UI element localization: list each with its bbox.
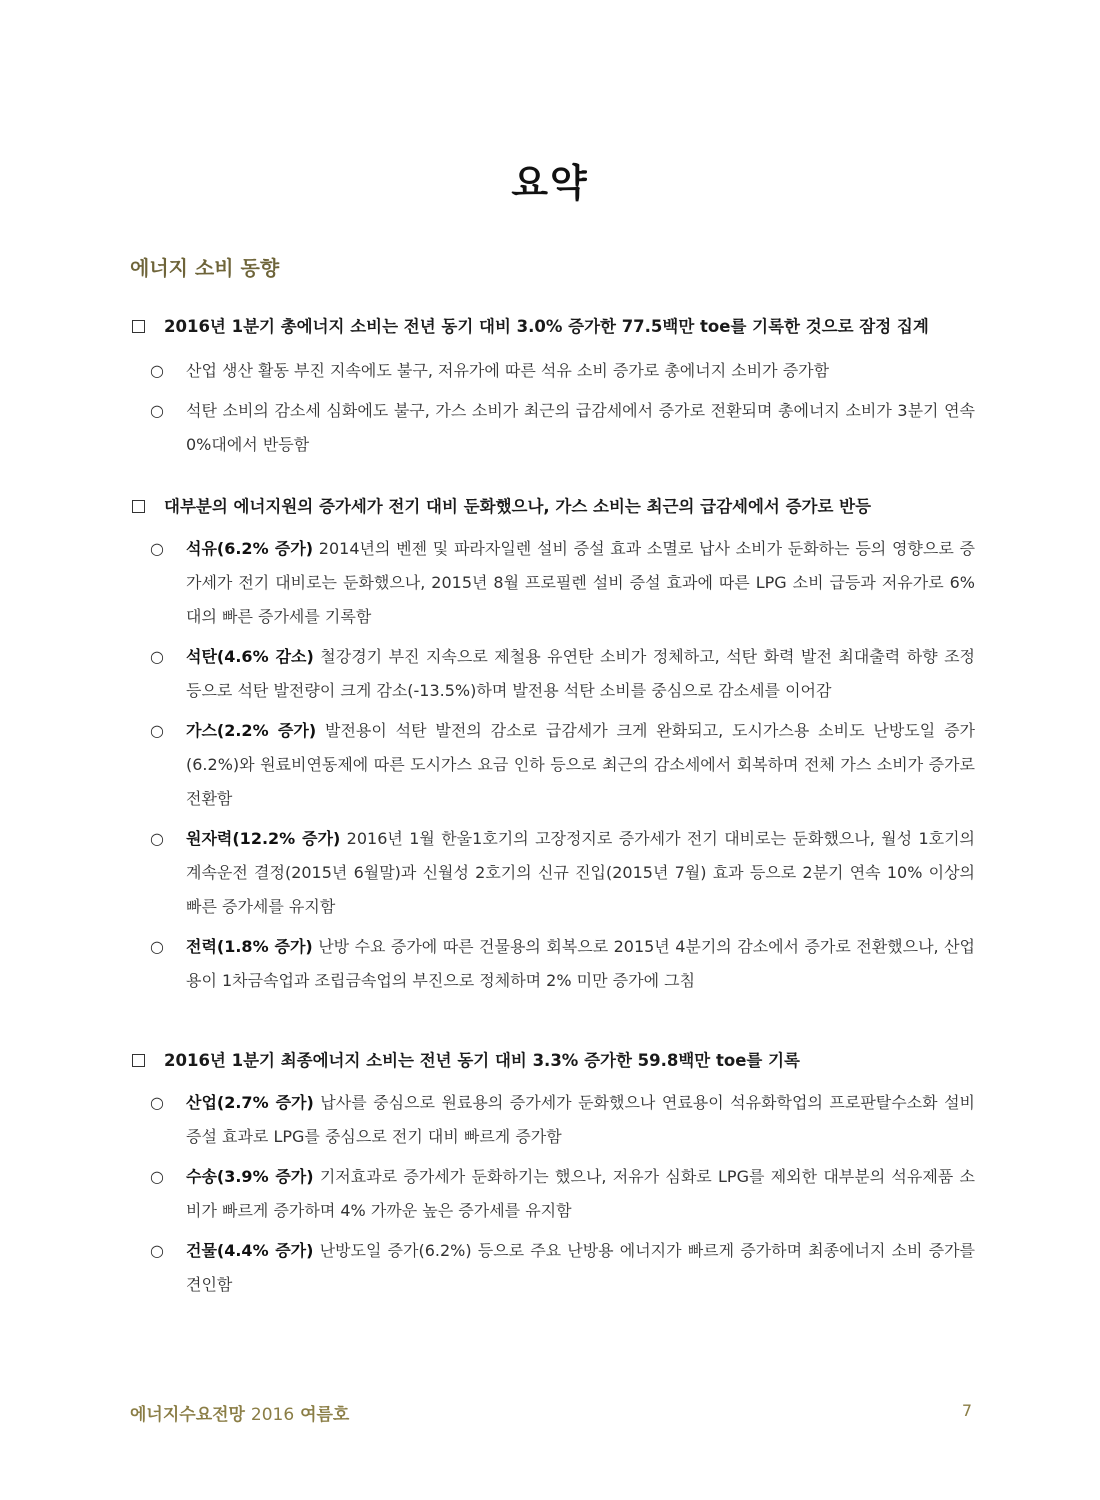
list-item: ○ 산업 생산 활동 부진 지속에도 불구, 저유가에 따른 석유 소비 증가로 총에너지 소비가 증가함 — [130, 354, 975, 388]
summary-group-final-energy — [130, 1048, 975, 1302]
list-item-coal: ○ 석탄(4.6% 감소) 철강경기 부진 지속으로 제철용 유연탄 소비가 정체하고, 석탄 화력 발전 최대출력 하향 조정 등으로 석탄 발전량이 크게 감소(-13.5%)하며 발전용 석탄 소비를 중심으로 감소세를 이어감 — [130, 640, 975, 708]
summary-group-total-energy — [130, 314, 975, 462]
page-number: 7 — [961, 1401, 972, 1420]
circle-bullet-icon: ○ — [150, 937, 164, 956]
checkbox-square-icon — [132, 320, 145, 333]
circle-bullet-icon: ○ — [150, 539, 164, 558]
circle-bullet-icon: ○ — [150, 1093, 164, 1112]
list-item-gas: ○ 가스(2.2% 증가) 발전용이 석탄 발전의 감소로 급감세가 크게 완화되고, 도시가스용 소비도 난방도일 증가(6.2%)와 원료비연동제에 따른 도시가스 요금 인하 등으로 최근의 감소세에서 회복하며 전체 가스 소비가 증가로 전환함 — [130, 714, 975, 816]
list-item-industry: ○ 산업(2.7% 증가) 납사를 중심으로 원료용의 증가세가 둔화했으나 연료용이 석유화학업의 프로판탈수소화 설비 증설 효과로 LPG를 중심으로 전기 대비 빠르게 증가함 — [130, 1086, 975, 1154]
list-item-oil: ○ 석유(6.2% 증가) 2014년의 벤젠 및 파라자일렌 설비 증설 효과 소멸로 납사 소비가 둔화하는 등의 영향으로 증가세가 전기 대비로는 둔화했으나, 2015년 8월 프로필렌 설비 증설 효과에 따른 LPG 소비 급등과 저유가로 6%대의 빠른 증가세를 기록함 — [130, 532, 975, 634]
checkbox-square-icon — [132, 1054, 145, 1067]
circle-bullet-icon: ○ — [150, 721, 164, 740]
circle-bullet-icon: ○ — [150, 361, 164, 380]
list-item-transport: ○ 수송(3.9% 증가) 기저효과로 증가세가 둔화하기는 했으나, 저유가 심화로 LPG를 제외한 대부분의 석유제품 소비가 빠르게 증가하며 4% 가까운 높은 증가세를 유지함 — [130, 1160, 975, 1228]
group-heading: 대부분의 에너지원의 증가세가 전기 대비 둔화했으나, 가스 소비는 최근의 급감세에서 증가로 반등 — [130, 494, 975, 520]
footer-publication: 에너지수요전망 2016 여름호 — [130, 1405, 350, 1425]
group-heading: 2016년 1분기 최종에너지 소비는 전년 동기 대비 3.3% 증가한 59.8백만 toe를 기록 — [130, 1048, 975, 1074]
page-title: 요약 — [511, 161, 589, 205]
checkbox-square-icon — [132, 500, 145, 513]
summary-group-energy-sources — [130, 494, 975, 998]
circle-bullet-icon: ○ — [150, 647, 164, 666]
section-heading: 에너지 소비 동향 — [130, 256, 280, 280]
list-item-nuclear: ○ 원자력(12.2% 증가) 2016년 1월 한울1호기의 고장정지로 증가세가 전기 대비로는 둔화했으나, 월성 1호기의 계속운전 결정(2015년 6월말)과 신월성 2호기의 신규 진입(2015년 7월) 효과 등으로 2분기 연속 10% 이상의 빠른 증가세를 유지함 — [130, 822, 975, 924]
list-item-electricity: ○ 전력(1.8% 증가) 난방 수요 증가에 따른 건물용의 회복으로 2015년 4분기의 감소에서 증가로 전환했으나, 산업용이 1차금속업과 조립금속업의 부진으로 정체하며 2% 미만 증가에 그침 — [130, 930, 975, 998]
circle-bullet-icon: ○ — [150, 401, 164, 420]
circle-bullet-icon: ○ — [150, 1167, 164, 1186]
group-heading: 2016년 1분기 총에너지 소비는 전년 동기 대비 3.0% 증가한 77.5백만 toe를 기록한 것으로 잠정 집계 — [130, 314, 975, 340]
circle-bullet-icon: ○ — [150, 829, 164, 848]
list-item-buildings: ○ 건물(4.4% 증가) 난방도일 증가(6.2%) 등으로 주요 난방용 에너지가 빠르게 증가하며 최종에너지 소비 증가를 견인함 — [130, 1234, 975, 1302]
list-item: ○ 석탄 소비의 감소세 심화에도 불구, 가스 소비가 최근의 급감세에서 증가로 전환되며 총에너지 소비가 3분기 연속 0%대에서 반등함 — [130, 394, 975, 462]
circle-bullet-icon: ○ — [150, 1241, 164, 1260]
